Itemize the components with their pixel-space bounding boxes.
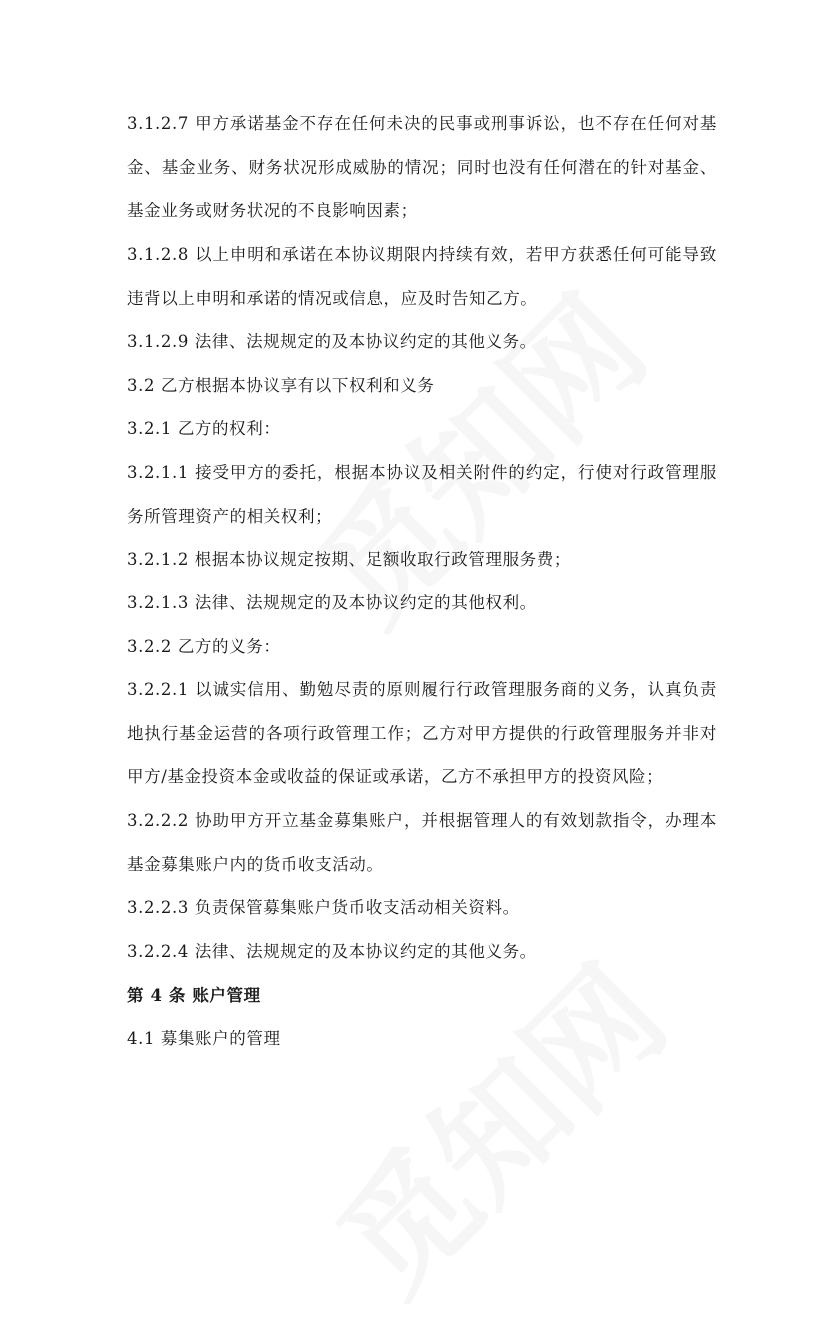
clause-3-2-2: 3.2.2 乙方的义务： (127, 637, 281, 656)
clause-3-2-2-4: 3.2.2.4 法律、法规规定的及本协议约定的其他义务。 (127, 942, 537, 961)
clause-3-2-1-3: 3.2.1.3 法律、法规规定的及本协议约定的其他权利。 (127, 593, 537, 612)
clause-3-2-2-3: 3.2.2.3 负责保管募集账户货币收支活动相关资料。 (127, 898, 520, 917)
clause-3-1-2-9: 3.1.2.9 法律、法规规定的及本协议约定的其他义务。 (127, 332, 537, 351)
clause-3-1-2-7: 3.1.2.7 甲方承诺基金不存在任何未决的民事或刑事诉讼，也不存在任何对基金、基金业务、财务状况形成威胁的情况；同时也没有任何潜在的针对基金、基金业务或财务状况的不良影响因素； (127, 114, 717, 220)
clause-3-2-2-1: 3.2.2.1 以诚实信用、勤勉尽责的原则履行行政管理服务商的义务，认真负责地执行基金运营的各项行政管理工作；乙方对甲方提供的行政管理服务并非对甲方/基金投资本金或收益的保证或承诺，乙方不承担甲方的投资风险； (127, 680, 717, 786)
section-heading-4: 第 4 条 账户管理 (127, 986, 261, 1005)
clause-3-1-2-8: 3.1.2.8 以上申明和承诺在本协议期限内持续有效，若甲方获悉任何可能导致违背以上申明和承诺的情况或信息，应及时告知乙方。 (127, 245, 717, 308)
clause-3-2-1-2: 3.2.1.2 根据本协议规定按期、足额收取行政管理服务费； (127, 550, 571, 569)
clause-3-2: 3.2 乙方根据本协议享有以下权利和义务 (127, 376, 435, 395)
clause-3-2-2-2: 3.2.2.2 协助甲方开立基金募集账户，并根据管理人的有效划款指令，办理本基金募集账户内的货币收支活动。 (127, 811, 717, 874)
clause-4-1: 4.1 募集账户的管理 (127, 1029, 281, 1048)
clause-3-2-1-1: 3.2.1.1 接受甲方的委托，根据本协议及相关附件的约定，行使对行政管理服务所管理资产的相关权利； (127, 463, 717, 526)
clause-3-2-1: 3.2.1 乙方的权利： (127, 419, 281, 438)
